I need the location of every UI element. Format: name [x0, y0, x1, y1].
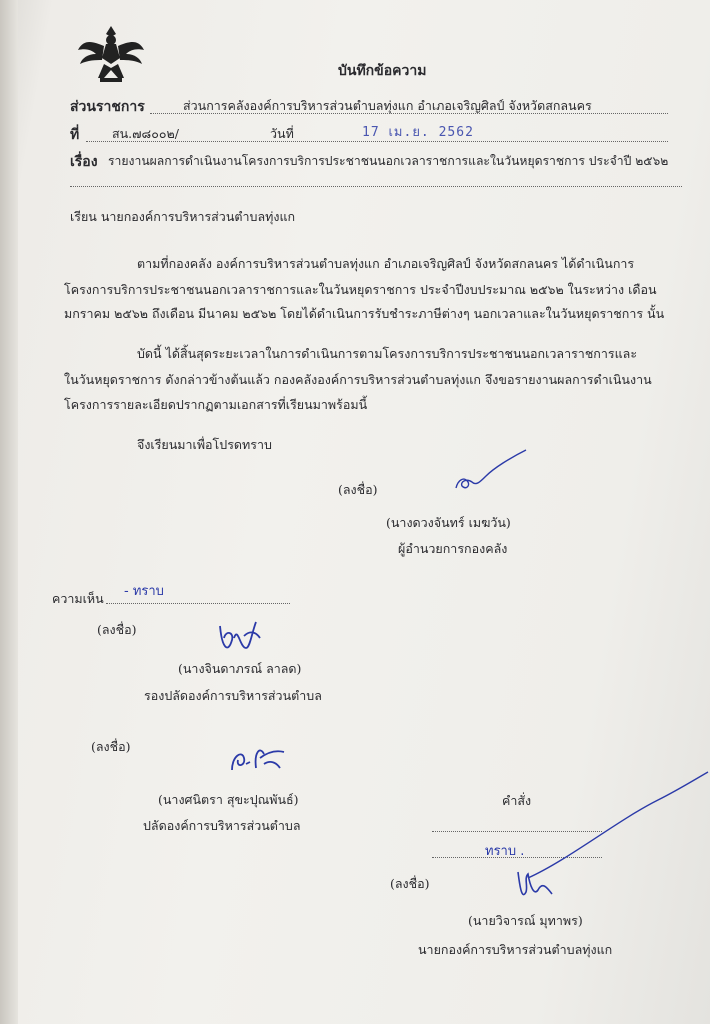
garuda-emblem-icon	[76, 20, 146, 90]
order-label: คำสั่ง	[502, 793, 532, 808]
order-pen-stroke	[528, 770, 708, 880]
ref-label: ที่	[70, 127, 80, 143]
signer2-signature	[216, 618, 266, 658]
para2-line2: ในวันหยุดราชการ ดังกล่าวข้างต้นแล้ว กองคลังองค์การบริหารส่วนตำบลทุ่งแก จึงขอรายงานผลการดำเนินงาน	[64, 372, 652, 387]
signer2-sign-label: (ลงชื่อ)	[97, 622, 137, 637]
subject-value: รายงานผลการดำเนินงานโครงการบริการประชาชนนอกเวลาราชการและในวันหยุดราชการ ประจำปี ๒๕๖๒	[108, 154, 669, 168]
para1-line3: มกราคม ๒๕๖๒ ถึงเดือน มีนาคม ๒๕๖๒ โดยได้ดำเนินการรับชำระภาษีต่างๆ นอกเวลาและในวันหยุดราชการ นั้น	[64, 306, 665, 321]
para2-line3: โครงการรายละเอียดปรากฏตามเอกสารที่เรียนมาพร้อมนี้	[64, 397, 368, 412]
opinion-label: ความเห็น	[52, 591, 104, 606]
para1-line2: โครงการบริการประชาชนนอกเวลาราชการและในวันหยุดราชการ ประจำปีงบประมาณ ๒๕๖๒ ในระหว่าง เดือน	[64, 282, 657, 297]
memo-title: บันทึกข้อความ	[338, 63, 427, 79]
opinion-dotted-line	[106, 603, 290, 604]
ref-value: สน.๗๘๐๐๒/	[112, 126, 179, 141]
para2-line1: บัดนี้ ได้สิ้นสุดระยะเวลาในการดำเนินการตามโครงการบริการประชาชนนอกเวลาราชการและ	[137, 346, 638, 361]
page-binding-shadow	[0, 0, 18, 1024]
signer3-position: ปลัดองค์การบริหารส่วนตำบล	[143, 818, 301, 833]
para1-line1: ตามที่กองคลัง องค์การบริหารส่วนตำบลทุ่งแก อำเภอเจริญศิลป์ จังหวัดสกลนคร ได้ดำเนินการ	[137, 256, 635, 271]
order-handwriting: ทราบ .	[485, 844, 525, 859]
closing-text: จึงเรียนมาเพื่อโปรดทราบ	[137, 437, 272, 452]
subject-label: เรื่อง	[70, 154, 98, 170]
opinion-handwriting: - ทราบ	[124, 584, 164, 599]
dept-value: ส่วนการคลังองค์การบริหารส่วนตำบลทุ่งแก อำเภอเจริญศิลป์ จังหวัดสกลนคร	[183, 98, 592, 113]
signer1-name: (นางดวงจันทร์ เมฆวัน)	[386, 515, 511, 530]
signer2-position: รองปลัดองค์การบริหารส่วนตำบล	[144, 688, 322, 703]
signer3-name: (นางศนิตรา สุขะปุณพันธ์)	[158, 792, 299, 807]
dept-label: ส่วนราชการ	[70, 99, 145, 115]
signer1-signature	[450, 452, 530, 492]
signer4-signature	[512, 866, 556, 906]
signer4-position: นายกองค์การบริหารส่วนตำบลทุ่งแก	[418, 942, 613, 957]
signer4-sign-label: (ลงชื่อ)	[390, 876, 430, 891]
signer3-signature	[228, 742, 288, 776]
salutation: เรียน นายกองค์การบริหารส่วนตำบลทุ่งแก	[70, 209, 296, 224]
date-label: วันที่	[270, 126, 294, 141]
signer4-name: (นายวิจารณ์ มุทาพร)	[468, 913, 583, 928]
signer2-name: (นางจินดาภรณ์ ลาลด)	[178, 661, 302, 676]
subject-divider	[70, 186, 682, 187]
signer1-position: ผู้อำนวยการกองคลัง	[398, 541, 508, 556]
signer1-sign-label: (ลงชื่อ)	[338, 482, 378, 497]
date-stamp: 17 เม.ย. 2562	[362, 125, 474, 140]
signer3-sign-label: (ลงชื่อ)	[91, 739, 131, 754]
